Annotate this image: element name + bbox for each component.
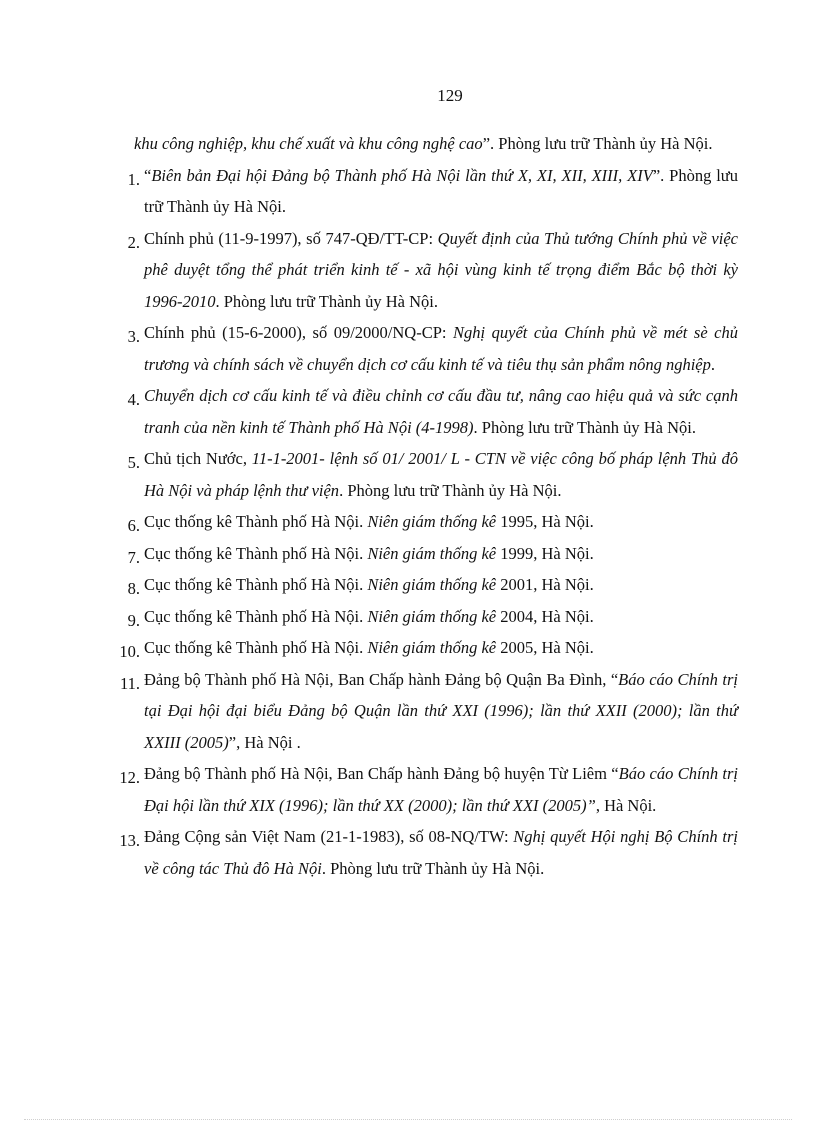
reference-title: 11-1-2001- lệnh số 01/ 2001/ L - CTN về việc công bố pháp lệnh Thủ đô Hà Nội và pháp lệnh thư viện: [144, 449, 738, 500]
reference-number: 5.: [127, 453, 140, 472]
reference-title: Biên bản Đại hội Đảng bộ Thành phố Hà Nội lần thứ X, XI, XII, XIII, XIV: [151, 165, 653, 185]
reference-prefix: Chủ tịch Nước,: [144, 449, 252, 468]
reference-list: [112, 128, 738, 884]
reference-suffix: 2001, Hà Nội.: [496, 575, 594, 594]
reference-prefix: Đảng bộ Thành phố Hà Nội, Ban Chấp hành Đảng bộ Quận Ba Đình, “: [144, 669, 619, 689]
reference-text: [144, 569, 738, 601]
reference-suffix: .: [710, 354, 715, 374]
reference-item: [112, 758, 738, 821]
reference-suffix: ”. Phòng lưu trữ Thành ủy Hà Nội.: [144, 165, 738, 216]
reference-item: [112, 632, 738, 664]
reference-number: 6.: [127, 516, 140, 535]
reference-text: [144, 538, 738, 570]
reference-text: [144, 506, 738, 538]
reference-number: 10.: [119, 642, 140, 661]
reference-text: [144, 632, 738, 664]
reference-title: Niên giám thống kê: [367, 512, 497, 531]
reference-number: 13.: [119, 831, 140, 850]
reference-title: Niên giám thống kê: [367, 575, 497, 594]
reference-item: [112, 443, 738, 506]
continued-reference-title: khu công nghiệp, khu chế xuất và khu công nghệ cao: [134, 134, 483, 153]
reference-item: [112, 223, 738, 318]
reference-text: [144, 380, 738, 443]
reference-number: 11.: [119, 673, 140, 693]
reference-title: Báo cáo Chính trị tại Đại hội đại biểu Đảng bộ Quận lần thứ XXI (1996); lần thứ XXII (2000); lần thứ XXIII (2005): [144, 669, 738, 752]
reference-prefix: Cục thống kê Thành phố Hà Nội.: [144, 575, 368, 594]
reference-number: 4.: [127, 390, 140, 409]
reference-title: Chuyển dịch cơ cấu kinh tế và điều chỉnh cơ cấu đầu tư, nâng cao hiệu quả và sức cạnh tranh của nền kinh tế Thành phố Hà Nội (4-1998): [144, 386, 738, 437]
reference-number: 3.: [127, 327, 140, 346]
reference-prefix: Đảng bộ Thành phố Hà Nội, Ban Chấp hành Đảng bộ huyện Từ Liêm “: [144, 764, 619, 783]
reference-suffix: ”, Hà Nội .: [228, 732, 301, 752]
reference-suffix: 1999, Hà Nội.: [496, 543, 594, 563]
reference-item: [112, 601, 738, 633]
reference-text: [144, 758, 738, 821]
reference-suffix: . Phòng lưu trữ Thành ủy Hà Nội.: [215, 291, 438, 311]
reference-suffix: 1995, Hà Nội.: [496, 512, 594, 531]
continued-reference-source: ”. Phòng lưu trữ Thành ủy Hà Nội.: [482, 134, 713, 153]
reference-title: Niên giám thống kê: [367, 606, 497, 626]
reference-prefix: Cục thống kê Thành phố Hà Nội.: [144, 606, 368, 626]
reference-number: 2.: [127, 232, 140, 252]
reference-suffix: , Hà Nội.: [595, 795, 657, 815]
reference-prefix: “: [144, 165, 152, 185]
reference-number: 9.: [127, 610, 140, 630]
reference-text: [144, 160, 738, 223]
reference-suffix: 2005, Hà Nội.: [496, 638, 594, 657]
reference-text: [144, 223, 738, 318]
reference-number: 7.: [127, 547, 140, 567]
reference-title: Niên giám thống kê: [367, 543, 497, 563]
reference-suffix: 2004, Hà Nội.: [496, 606, 594, 626]
reference-item: [112, 317, 738, 380]
reference-text: [144, 317, 738, 380]
reference-number: 12.: [119, 768, 140, 787]
reference-prefix: Chính phủ (15-6-2000), số 09/2000/NQ-CP:: [144, 323, 454, 342]
reference-item: [112, 664, 738, 759]
reference-suffix: . Phòng lưu trữ Thành ủy Hà Nội.: [321, 858, 545, 878]
reference-item: [112, 380, 738, 443]
reference-title: Niên giám thống kê: [367, 638, 497, 657]
footer-divider: [24, 1119, 792, 1120]
page-number: 129: [437, 86, 463, 105]
continued-reference: [112, 128, 738, 160]
reference-text: [144, 443, 738, 506]
reference-text: [144, 664, 738, 759]
reference-prefix: Chính phủ (11-9-1997), số 747-QĐ/TT-CP:: [144, 228, 438, 248]
reference-item: [112, 538, 738, 570]
reference-number: 1.: [127, 169, 140, 189]
reference-prefix: Cục thống kê Thành phố Hà Nội.: [144, 543, 368, 563]
reference-title: Báo cáo Chính trị Đại hội lần thứ XIX (1996); lần thứ XX (2000); lần thứ XXI (2005)”: [144, 764, 738, 815]
reference-item: [112, 569, 738, 601]
reference-title: Nghị quyết của Chính phủ về mét sè chủ trương và chính sách về chuyển dịch cơ cấu kinh tế và tiêu thụ sản phẩm nông nghiệp: [144, 323, 738, 374]
reference-item: [112, 160, 738, 223]
reference-text: [144, 821, 738, 884]
reference-prefix: Đảng Cộng sản Việt Nam (21-1-1983), số 08-NQ/TW:: [144, 827, 514, 846]
reference-prefix: Cục thống kê Thành phố Hà Nội.: [144, 512, 368, 531]
reference-suffix: . Phòng lưu trữ Thành ủy Hà Nội.: [473, 417, 696, 437]
reference-suffix: . Phòng lưu trữ Thành ủy Hà Nội.: [339, 480, 562, 500]
reference-text: [144, 601, 738, 633]
reference-item: [112, 821, 738, 884]
reference-item: [112, 506, 738, 538]
reference-title: Quyết định của Thủ tướng Chính phủ về việc phê duyệt tổng thể phát triển kinh tế - xã hội vùng kinh tế trọng điểm Bắc bộ thời kỳ 1996-2010: [144, 228, 738, 311]
reference-title: Nghị quyết Hội nghị Bộ Chính trị về công tác Thủ đô Hà Nội: [144, 827, 738, 878]
reference-number: 8.: [127, 579, 140, 598]
reference-prefix: Cục thống kê Thành phố Hà Nội.: [144, 638, 368, 657]
